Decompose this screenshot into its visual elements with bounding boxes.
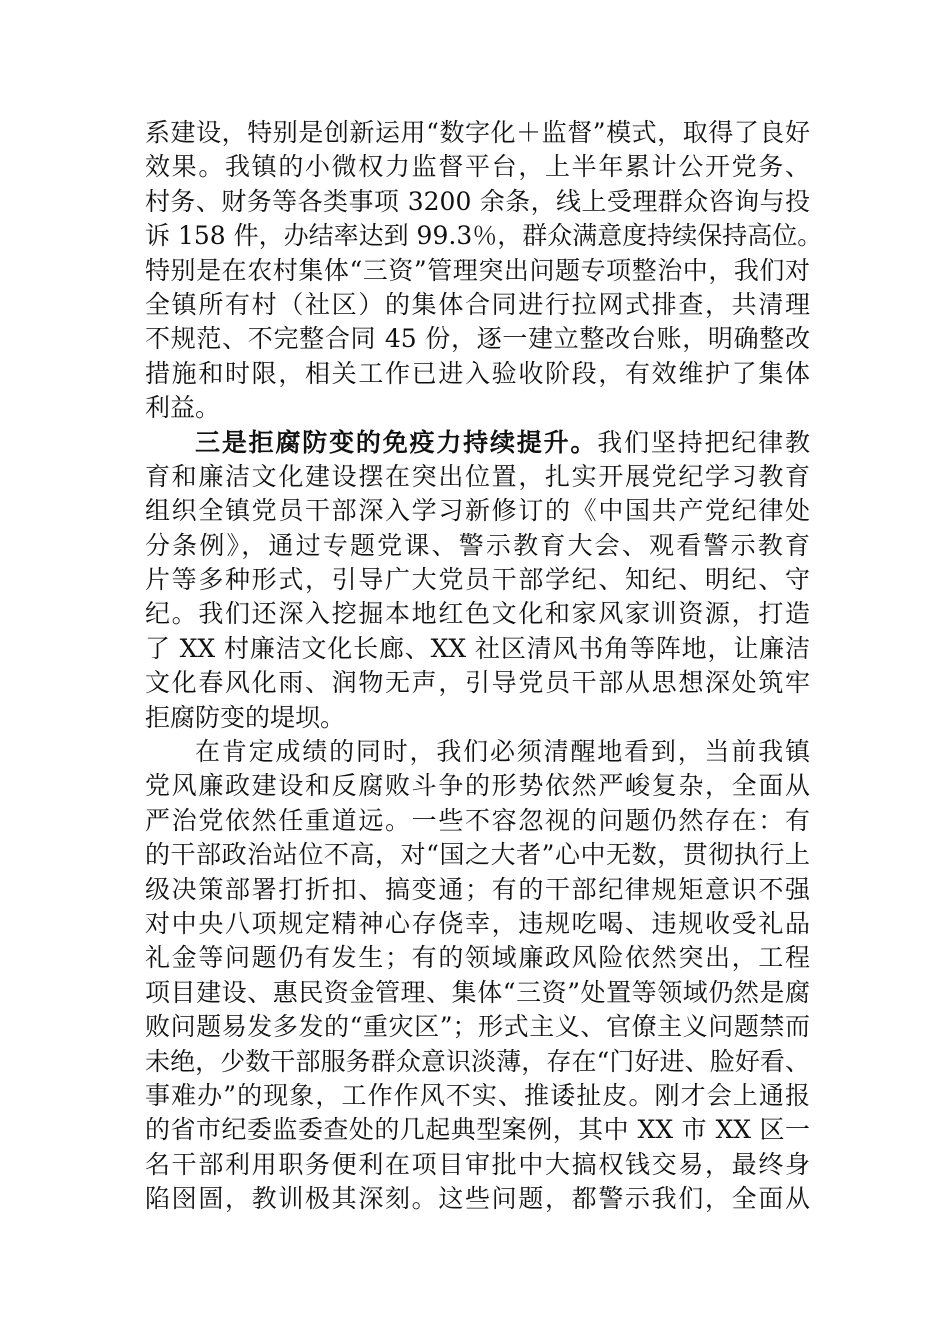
- text-line: 严治党依然任重道远。一些不容忽视的问题仍然存在：有: [145, 805, 810, 835]
- text-line: 级决策部署打折扣、搞变通；有的干部纪律规矩意识不强: [145, 874, 810, 904]
- text-line: 事难办”的现象，工作作风不实、推诿扯皮。刚才会上通报: [145, 1080, 810, 1110]
- text-line: 对中央八项规定精神心存侥幸，违规吃喝、违规收受礼品: [145, 908, 810, 938]
- text-line: 的省市纪委监委查处的几起典型案例，其中 XX 市 XX 区一: [145, 1115, 810, 1145]
- text-line: 未绝，少数干部服务群众意识淡薄，存在“门好进、脸好看、: [145, 1046, 810, 1076]
- paragraph-2: [145, 426, 810, 736]
- text-line: 村务、财务等各类事项 3200 余条，线上受理群众咨询与投: [145, 186, 810, 216]
- text-line: 片等多种形式，引导广大党员干部学纪、知纪、明纪、守: [145, 565, 810, 595]
- text-line: 特别是在农村集体“三资”管理突出问题专项整治中，我们对: [145, 255, 810, 285]
- text-line: 败问题易发多发的“重灾区”；形式主义、官僚主义问题禁而: [145, 1012, 810, 1042]
- text-line: 陷囹圄，教训极其深刻。这些问题，都警示我们，全面从: [145, 1184, 810, 1214]
- paragraph-1: [145, 116, 823, 426]
- text-line: 全镇所有村（社区）的集体合同进行拉网式排查，共清理: [145, 289, 810, 319]
- text-line: 项目建设、惠民资金管理、集体“三资”处置等领域仍然是腐: [145, 977, 810, 1007]
- text-line: 组织全镇党员干部深入学习新修订的《中国共产党纪律处: [145, 496, 810, 526]
- text-line: 纪。我们还深入挖掘本地红色文化和家风家训资源，打造: [145, 599, 810, 629]
- text-line: 的干部政治站位不高，对“国之大者”心中无数，贯彻执行上: [145, 840, 810, 870]
- text-line: 措施和时限，相关工作已进入验收阶段，有效维护了集体: [145, 358, 810, 388]
- text-line: 不规范、不完整合同 45 份，逐一建立整改台账，明确整改: [145, 324, 810, 354]
- text-line: 诉 158 件，办结率达到 99.3％，群众满意度持续保持高位。: [145, 221, 823, 251]
- text-line: 效果。我镇的小微权力监督平台，上半年累计公开党务、: [145, 152, 810, 182]
- paragraph-first-line: 在肯定成绩的同时，我们必须清醒地看到，当前我镇: [195, 737, 810, 767]
- text-line: 系建设，特别是创新运用“数字化＋监督”模式，取得了良好: [145, 118, 810, 147]
- text-line: 礼金等问题仍有发生；有的领域廉政风险依然突出，工程: [145, 943, 810, 973]
- text-line: 名干部利用职务便利在项目审批中大搞权钱交易，最终身: [145, 1149, 810, 1179]
- text-line: 拒腐防变的堤坝。: [145, 702, 346, 732]
- document-body: [145, 116, 823, 1217]
- paragraph-first-line: [145, 426, 810, 460]
- text-line: 育和廉洁文化建设摆在突出位置，扎实开展党纪学习教育: [145, 461, 810, 491]
- text-line: 党风廉政建设和反腐败斗争的形势依然严峻复杂，全面从: [145, 771, 810, 801]
- text-line: 了 XX 村廉洁文化长廊、XX 社区清风书角等阵地，让廉洁: [145, 633, 810, 663]
- text-line: 利益。: [145, 393, 221, 423]
- text-line: 分条例》，通过专题党课、警示教育大会、观看警示教育: [145, 530, 810, 560]
- paragraph-3: [145, 735, 810, 1216]
- paragraph-heading: 三是拒腐防变的免疫力持续提升。: [195, 427, 598, 457]
- paragraph-text: 我们坚持把纪律教: [597, 427, 810, 457]
- text-line: 文化春风化雨、润物无声，引导党员干部从思想深处筑牢: [145, 668, 810, 698]
